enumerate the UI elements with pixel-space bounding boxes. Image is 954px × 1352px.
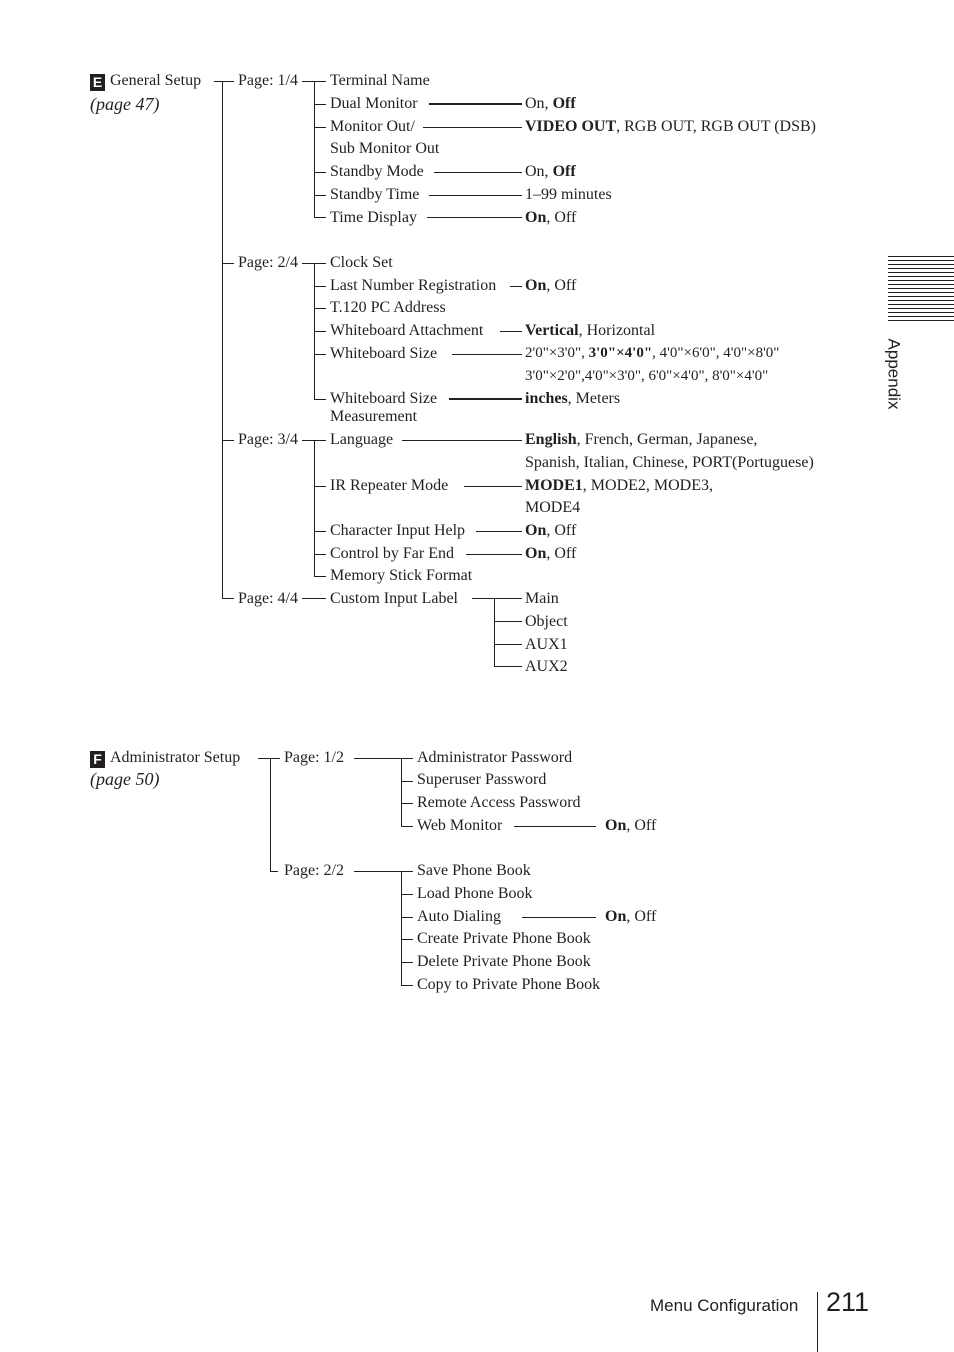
item-last-number-registration: Last Number Registration [330, 277, 497, 294]
item-whiteboard-size: Whiteboard Size [330, 345, 438, 362]
section-e-badge: E [90, 74, 105, 91]
value-standby-mode: On, Off [525, 163, 576, 180]
general-page-1: Page: 1/4 [238, 72, 298, 89]
item-load-phone-book: Load Phone Book [417, 885, 533, 902]
custom-label-aux2: AUX2 [525, 658, 568, 675]
custom-label-main: Main [525, 590, 559, 607]
item-whiteboard-attachment: Whiteboard Attachment [330, 322, 484, 339]
admin-setup-title: Administrator Setup [110, 749, 241, 766]
item-sub-monitor-out: Sub Monitor Out [330, 140, 440, 157]
section-f-badge: F [90, 751, 105, 768]
item-ir-repeater-mode: IR Repeater Mode [330, 477, 449, 494]
item-clock-set: Clock Set [330, 254, 393, 271]
value-whiteboard-size-line2: 3'0"×2'0",4'0"×3'0", 6'0"×4'0", 8'0"×4'0" [525, 368, 769, 384]
value-whiteboard-size-line1: 2'0"×3'0", 3'0"×4'0", 4'0"×6'0", 4'0"×8'0" [525, 345, 780, 361]
item-terminal-name: Terminal Name [330, 72, 430, 89]
item-time-display: Time Display [330, 209, 417, 226]
item-superuser-password: Superuser Password [417, 771, 547, 788]
general-setup-title: General Setup [110, 72, 202, 89]
item-web-monitor: Web Monitor [417, 817, 503, 834]
item-monitor-out: Monitor Out/ [330, 118, 415, 135]
item-create-private-phone-book: Create Private Phone Book [417, 930, 591, 947]
item-memory-stick-format: Memory Stick Format [330, 567, 473, 584]
item-standby-time: Standby Time [330, 186, 420, 203]
item-dual-monitor: Dual Monitor [330, 95, 418, 112]
value-measurement: inches, Meters [525, 390, 621, 407]
value-ir-repeater-line2: MODE4 [525, 499, 581, 516]
value-character-input-help: On, Off [525, 522, 577, 539]
item-delete-private-phone-book: Delete Private Phone Book [417, 953, 591, 970]
item-whiteboard-size-measurement: Whiteboard Size [330, 390, 438, 407]
item-remote-access-password: Remote Access Password [417, 794, 581, 811]
admin-page-1: Page: 1/2 [284, 749, 344, 766]
item-administrator-password: Administrator Password [417, 749, 573, 766]
appendix-tab-stripes [888, 256, 954, 323]
value-language-line1: English, French, German, Japanese, [525, 431, 758, 448]
item-language: Language [330, 431, 394, 448]
item-copy-to-private-phone-book: Copy to Private Phone Book [417, 976, 601, 993]
general-page-2: Page: 2/4 [238, 254, 298, 271]
item-save-phone-book: Save Phone Book [417, 862, 531, 879]
admin-page-2: Page: 2/2 [284, 862, 344, 879]
page-number: 211 [826, 1287, 870, 1317]
item-custom-input-label: Custom Input Label [330, 590, 458, 607]
value-monitor-out: VIDEO OUT, RGB OUT, RGB OUT (DSB) [525, 118, 816, 135]
custom-label-object: Object [525, 613, 568, 630]
general-page-4: Page: 4/4 [238, 590, 298, 607]
item-standby-mode: Standby Mode [330, 163, 424, 180]
value-language-line2: Spanish, Italian, Chinese, PORT(Portuguese) [525, 454, 814, 471]
value-last-number-registration: On, Off [525, 277, 577, 294]
value-time-display: On, Off [525, 209, 577, 226]
item-control-by-far-end: Control by Far End [330, 545, 454, 562]
value-auto-dialing: On, Off [605, 908, 657, 925]
value-web-monitor: On, Off [605, 817, 657, 834]
admin-page-ref: (page 50) [90, 769, 160, 789]
value-dual-monitor: On, Off [525, 95, 576, 112]
general-page-3: Page: 3/4 [238, 431, 298, 448]
admin-setup-heading [90, 748, 240, 768]
footer-section-title: Menu Configuration [650, 1296, 799, 1315]
value-control-by-far-end: On, Off [525, 545, 577, 562]
general-page-ref: (page 47) [90, 94, 160, 114]
item-character-input-help: Character Input Help [330, 522, 466, 539]
value-standby-time: 1–99 minutes [525, 186, 612, 203]
item-measurement: Measurement [330, 408, 418, 425]
value-ir-repeater-line1: MODE1, MODE2, MODE3, [525, 477, 713, 494]
side-tab-appendix: Appendix [884, 338, 904, 410]
value-whiteboard-attachment: Vertical, Horizontal [525, 322, 656, 339]
general-setup-heading [90, 71, 201, 91]
item-t120-pc-address: T.120 PC Address [330, 299, 446, 316]
item-auto-dialing: Auto Dialing [417, 908, 501, 925]
custom-label-aux1: AUX1 [525, 636, 568, 653]
footer-divider [817, 1292, 818, 1352]
